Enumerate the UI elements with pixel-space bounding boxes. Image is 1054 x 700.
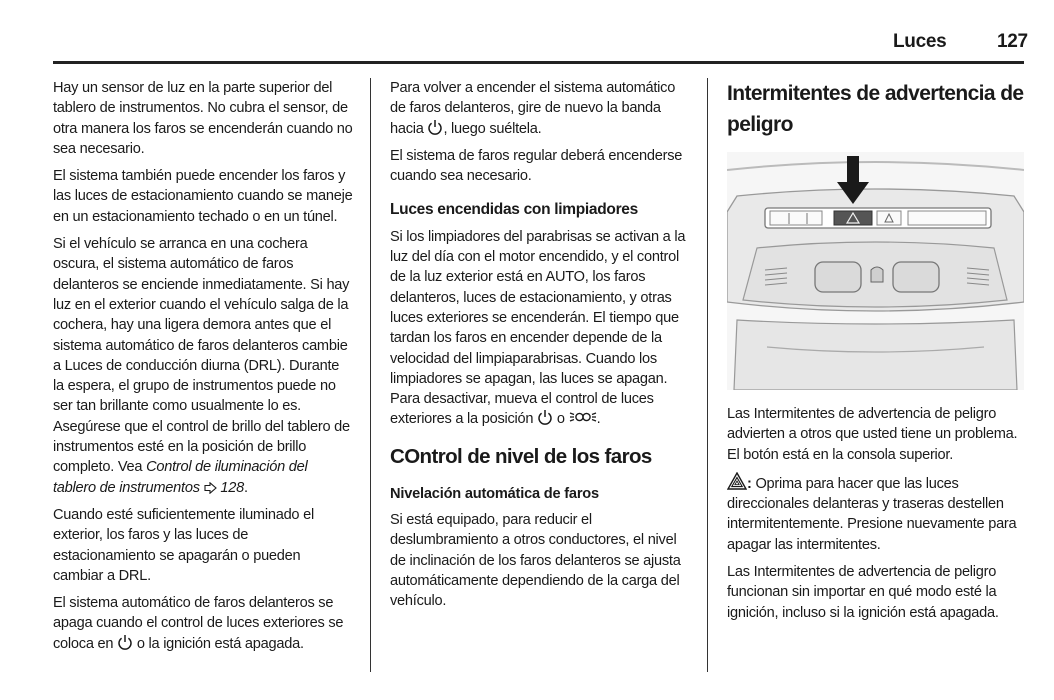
column-divider (707, 78, 708, 672)
column-left (53, 78, 353, 661)
paragraph: Cuando esté suficientemente iluminado el exterior, los faros y las luces de estacionamiento se apagarán o pueden cambiar a DRL. (53, 506, 314, 584)
power-off-icon (117, 634, 133, 650)
heading-hazard-flashers: Intermitentes de advertencia de peligro (727, 82, 1024, 136)
overhead-console-illustration (727, 152, 1024, 390)
page-number: 127 (997, 31, 1028, 52)
paragraph: Las Intermitentes de advertencia de peligro advierten a otros que usted tiene un problema. El botón está en la consola superior. (727, 406, 1018, 463)
paragraph: El sistema también puede encender los faros y las luces de estacionamiento cuando se maneje en un estacionamiento techado o en un túnel. (53, 168, 353, 225)
hazard-warning-icon (727, 472, 747, 490)
paragraph: Si está equipado, para reducir el deslumbramiento a otros conductores, el nivel de inclinación de los faros delanteros se ajusta automáticamente dependiendo de la carga del vehículo. (390, 512, 681, 610)
column-divider (370, 78, 371, 672)
column-right (727, 78, 1027, 630)
cross-reference[interactable]: Control de iluminación del tablero de instrumentos 128 (53, 459, 308, 496)
parking-lamps-icon (569, 409, 597, 425)
power-off-icon (427, 119, 443, 135)
paragraph: Para volver a encender el sistema automático de faros delanteros, gire de nuevo la banda hacia , luego suéltela. (390, 80, 676, 137)
subheading-auto-level: Nivelación automática de faros (390, 485, 599, 502)
paragraph: El sistema automático de faros delanteros se apaga cuando el control de luces exteriores se coloca en o la ignición está apagada. (53, 595, 344, 652)
paragraph: Hay un sensor de luz en la parte superior del tablero de instrumentos. No cubra el sensor, de otra manera los faros se encenderán cuando no sea necesario. (53, 80, 353, 157)
paragraph: Si el vehículo se arranca en una cochera oscura, el sistema automático de faros delanteros se enciende inmediatamente. Si hay luz en el exterior cuando el vehículo salga de la cochera, hay una ligera demora antes que el sistema automático de faros delanteros cambie a Luces de conducción diurna (DRL). Durante la espera, el grupo de instrumentos puede no ser tan brillante como usualmente lo es. Asegúrese que el control de brillo del tablero de instrumentos esté en la posición de brillo completo. Vea Control de iluminación del tablero de instrumentos 128. (53, 236, 350, 496)
header-rule (53, 61, 1024, 64)
subheading-wipers: Luces encendidas con limpiadores (390, 201, 638, 219)
paragraph: Si los limpiadores del parabrisas se activan a la luz del día con el motor encendido, y el control de la luz exterior está en AUTO, los faros delanteros, luces de estacionamiento, y otras luces exteriores se encenderán. El tiempo que tardan los faros en encender depende de la velocidad del limpiaparabrisas. Cuando los limpiadores se apagan, las luces se apagan. Para desactivar, mueva el control de luces exteriores a la posición o . (390, 228, 686, 428)
paragraph: El sistema de faros regular deberá encenderse cuando sea necesario. (390, 147, 683, 185)
paragraph: Las Intermitentes de advertencia de peligro funcionan sin importar en qué modo esté la ignición, incluso si la ignición está apagada. (727, 564, 999, 621)
section-title: Luces (893, 31, 947, 52)
column-middle (390, 78, 690, 619)
page-arrow-icon (204, 482, 217, 494)
page-header (0, 0, 1054, 64)
power-off-icon (537, 409, 553, 425)
heading-headlamp-level: COntrol de nivel de los faros (390, 444, 652, 468)
paragraph: : Oprima para hacer que las luces direccionales delanteras y traseras destellen intermitentemente. Presione nuevamente para apagar las intermitentes. (727, 472, 1027, 555)
console-drawing (727, 152, 1024, 390)
